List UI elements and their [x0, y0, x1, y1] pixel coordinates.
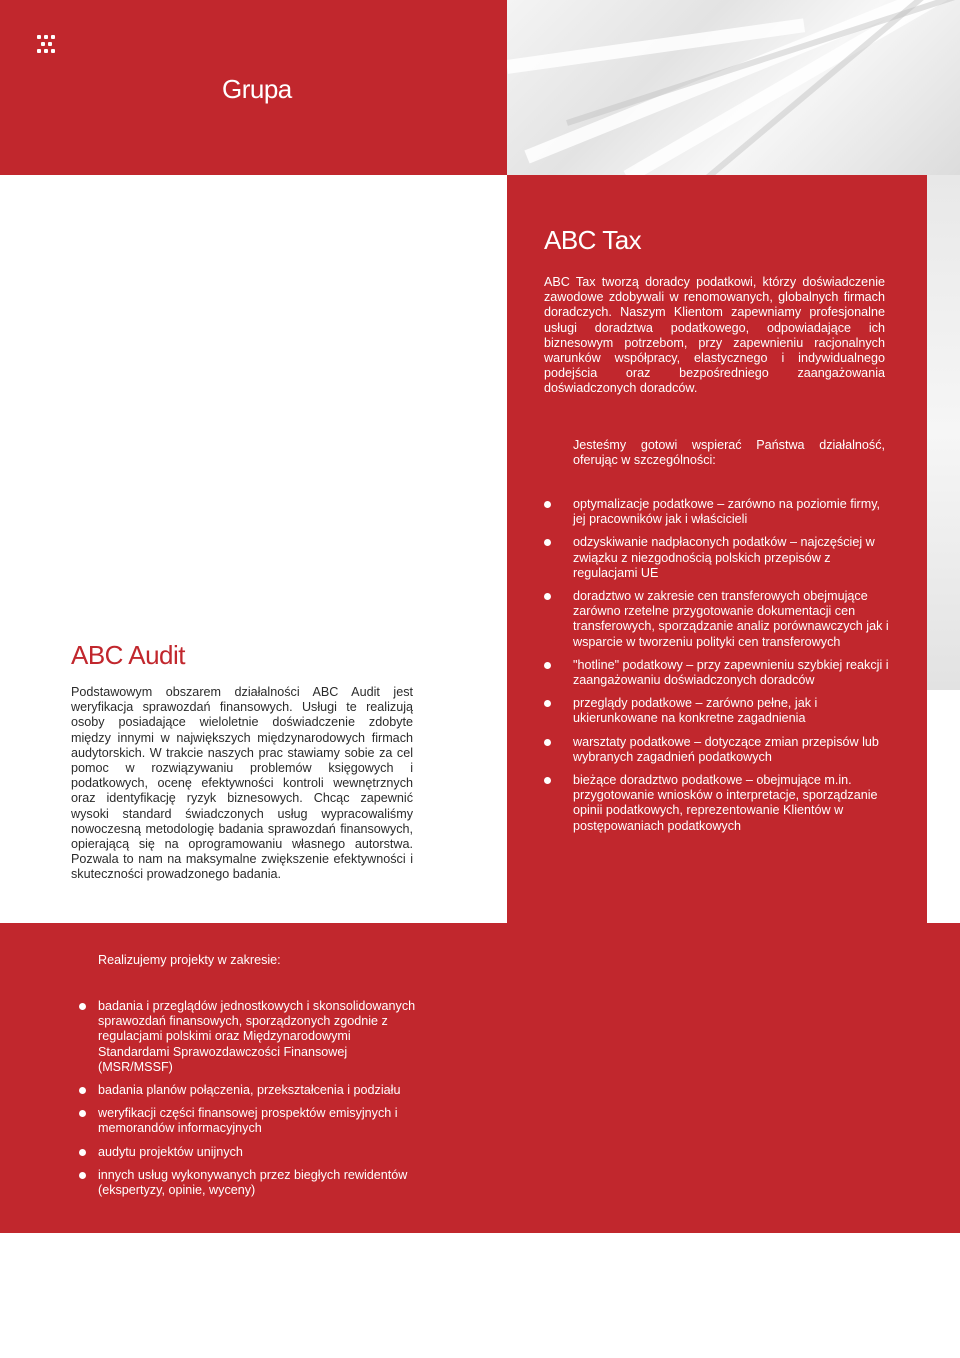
dots-logo-icon — [37, 35, 55, 53]
projects-intro: Realizujemy projekty w zakresie: — [98, 953, 281, 967]
list-item: badania i przeglądów jednostkowych i skonsolidowanych sprawozdań finansowych, sporządzonych zgodnie z regulacjami polskimi oraz Międzynarodowymi Standardami Sprawozdawczości Finansowej (MSR/MSSF) — [98, 999, 418, 1075]
tax-description: ABC Tax tworzą doradcy podatkowi, którzy doświadczenie zawodowe zdobywali w renomowanych, globalnych firmach doradczych. Naszym Klientom zapewniamy profesjonalne usługi doradztwa podatkowego, odpowiadające ich biznesowym potrzebom, przy zapewnieniu racjonalnych warunków współpracy, elastycznego i indywidualnego podejścia oraz bezpośredniego zaangażowania doświadczonych doradców. — [544, 275, 885, 396]
list-item: weryfikacji części finansowej prospektów emisyjnych i memorandów informacyjnych — [98, 1106, 418, 1136]
list-item: bieżące doradztwo podatkowe – obejmujące m.in. przygotowanie wniosków o interpretacje, sporządzanie opinii podatkowych, reprezentowanie Klientów w postępowaniach podatkowych — [573, 773, 893, 834]
list-item: audytu projektów unijnych — [98, 1145, 418, 1160]
list-item: warsztaty podatkowe – dotyczące zmian przepisów lub wybranych zagadnień podatkowych — [573, 735, 893, 765]
list-item: przeglądy podatkowe – zarówno pełne, jak i ukierunkowane na konkretne zagadnienia — [573, 696, 893, 726]
tax-services-list — [573, 497, 893, 842]
list-item: odzyskiwanie nadpłaconych podatków – najczęściej w związku z niezgodnością polskich przepisów z regulacjami UE — [573, 535, 893, 581]
audit-description: Podstawowym obszarem działalności ABC Audit jest weryfikacja sprawozdań finansowych. Usługi te realizują osoby posiadające wieloletnie doświadczenie zdobyte między innymi w największych międzynarodowych firmach audytorskich. W trakcie naszych prac stawiamy sobie za cel pomoc w rozwiązywaniu problemów księgowych i podatkowych, ocenę efektywności kontroli wewnętrznych oraz identyfikację ryzyk biznesowych. Chcąc zapewnić wysoki standard świadczonych usług wypracowaliśmy nowoczesną metodologię badania sprawozdań finansowych, opierającą się na oprogramowaniu własnego autorstwa. Pozwala to nam na maksymalne zwiększenie efektywności i skuteczności prowadzonego badania. — [71, 685, 413, 882]
list-item: doradztwo w zakresie cen transferowych obejmujące zarówno rzetelne przygotowanie dokumentacji cen transferowych, sporządzanie analiz porównawczych jak i wsparcie w tworzeniu polityki cen transferowych — [573, 589, 893, 650]
page-title: Grupa — [222, 74, 292, 104]
tax-intro: Jesteśmy gotowi wspierać Państwa działalność, oferując w szczególności: — [573, 438, 885, 468]
list-item: badania planów połączenia, przekształcenia i podziału — [98, 1083, 418, 1098]
list-item: "hotline" podatkowy – przy zapewnieniu szybkiej reakcji i zaangażowaniu doświadczonych doradców — [573, 658, 893, 688]
projects-list — [98, 999, 418, 1206]
audit-heading: ABC Audit — [71, 640, 186, 670]
list-item: innych usług wykonywanych przez biegłych rewidentów (ekspertyzy, opinie, wyceny) — [98, 1168, 418, 1198]
architecture-photo — [507, 0, 960, 175]
tax-heading: ABC Tax — [544, 225, 642, 255]
architecture-photo-strip — [927, 175, 960, 690]
list-item: optymalizacje podatkowe – zarówno na poziomie firmy, jej pracowników jak i właścicieli — [573, 497, 893, 527]
